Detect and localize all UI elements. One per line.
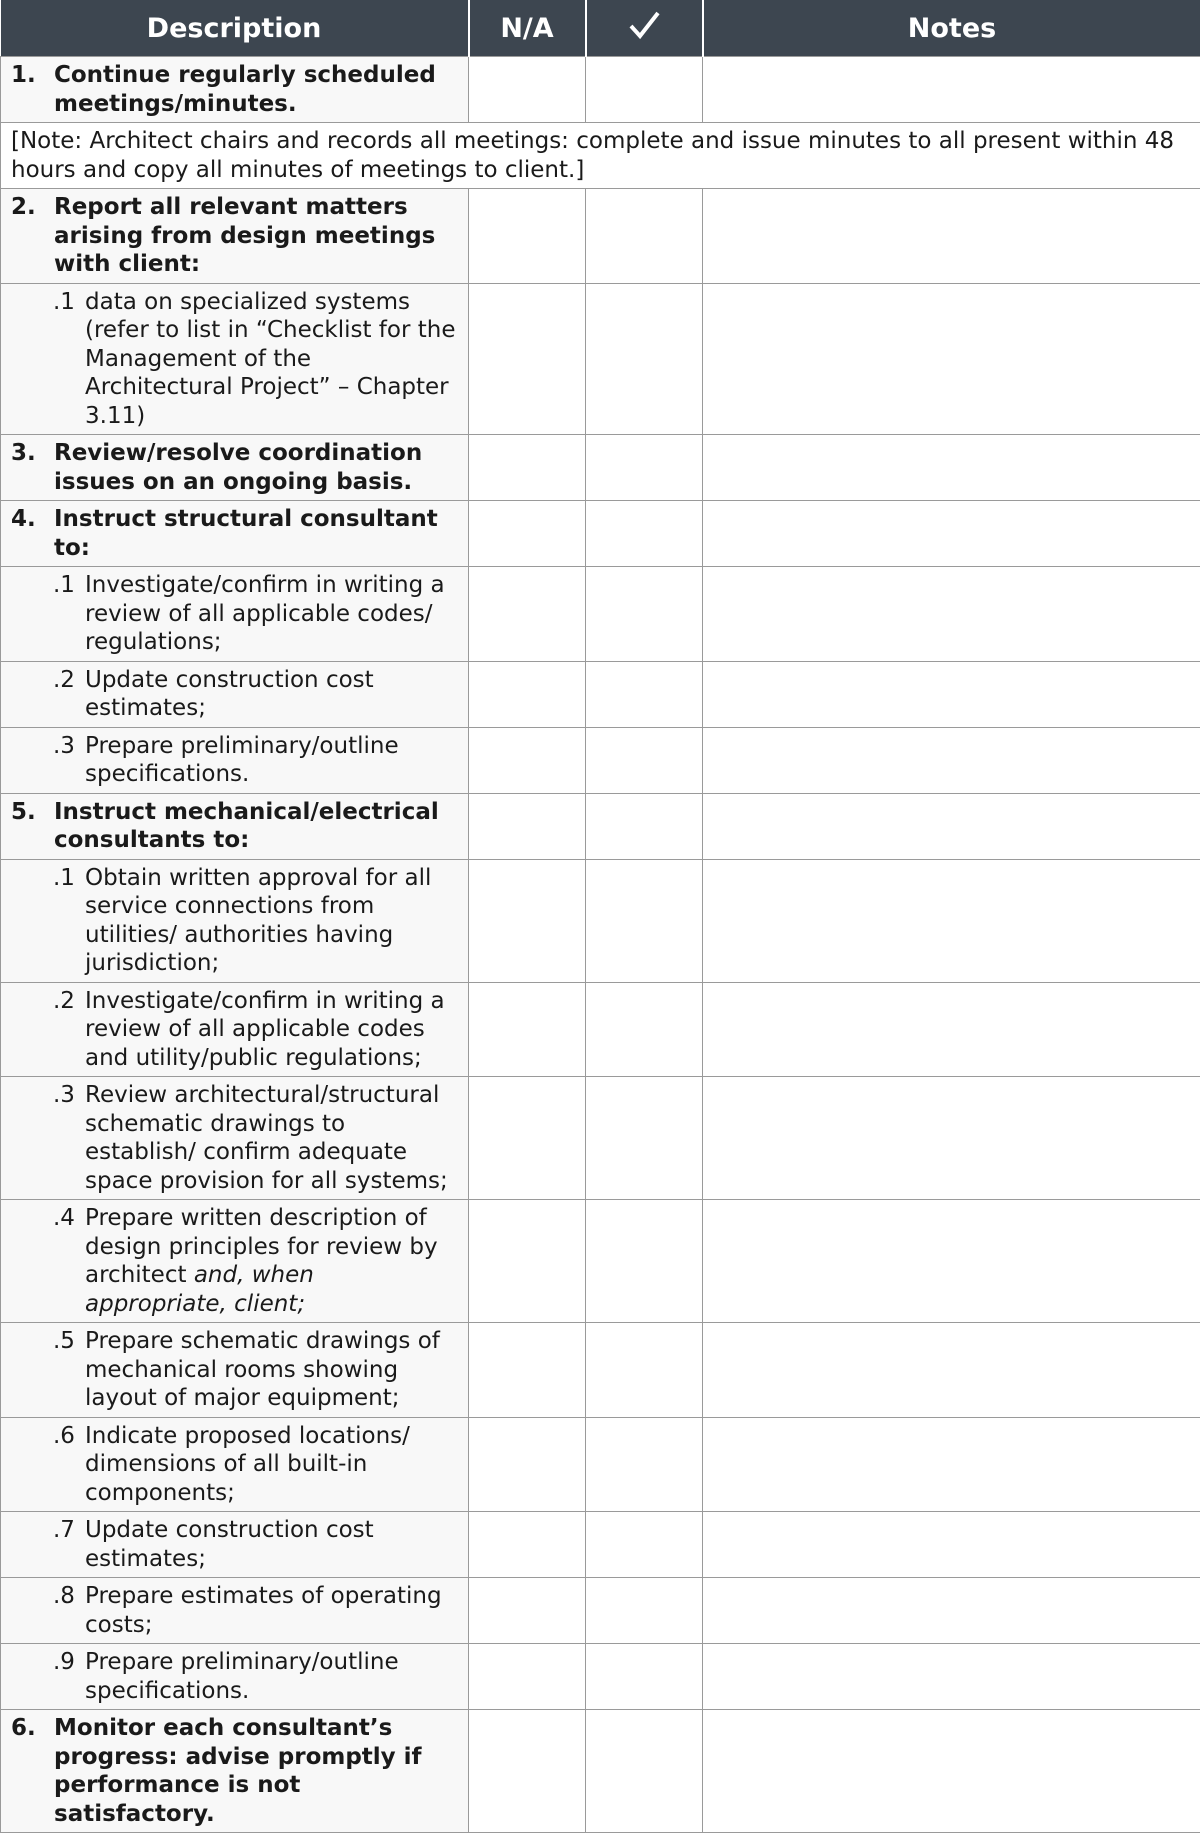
item-text-italic: and, when appropriate, client;: [85, 1262, 314, 1317]
checkmark-icon: [627, 9, 661, 48]
notes-cell[interactable]: [703, 1512, 1200, 1578]
checklist-row: [1, 567, 1200, 662]
description-cell: [1, 1578, 469, 1644]
item-number: 3.: [11, 439, 54, 496]
description-cell: [1, 859, 469, 982]
sub-item: [11, 1422, 462, 1508]
item-text-main: data on specialized systems (refer to list in “Checklist for the Management of the Architectural Project” – Chapter 3.11): [85, 289, 455, 429]
item-text: [85, 1516, 462, 1573]
item-text-main: Indicate proposed locations/ dimensions of all built-in components;: [85, 1423, 410, 1506]
na-checkbox-cell[interactable]: [469, 567, 586, 662]
notes-cell[interactable]: [703, 57, 1200, 123]
sub-item: [11, 1327, 462, 1413]
description-cell: [1, 1512, 469, 1578]
item-text: [85, 732, 462, 789]
description-cell: [1, 1710, 469, 1833]
checklist-row: [1, 661, 1200, 727]
header-check: [586, 0, 703, 57]
notes-cell[interactable]: [703, 1200, 1200, 1323]
item-number: 2.: [11, 193, 54, 279]
notes-cell[interactable]: [703, 793, 1200, 859]
description-cell: [1, 661, 469, 727]
done-checkbox-cell[interactable]: [586, 793, 703, 859]
checklist-row: [1, 189, 1200, 284]
item-text: [85, 1204, 462, 1318]
done-checkbox-cell[interactable]: [586, 189, 703, 284]
item-number: 6.: [11, 1714, 54, 1828]
item-text-main: Investigate/confirm in writing a review of all applicable codes/ regulations;: [85, 572, 445, 655]
checklist-row: [1, 501, 1200, 567]
notes-cell[interactable]: [703, 1417, 1200, 1512]
header-row: [1, 0, 1200, 57]
done-checkbox-cell[interactable]: [586, 1710, 703, 1833]
done-checkbox-cell[interactable]: [586, 727, 703, 793]
na-checkbox-cell[interactable]: [469, 1512, 586, 1578]
sub-item: [11, 1204, 462, 1318]
sub-item: [11, 288, 462, 431]
item-number: 4.: [11, 505, 54, 562]
item-number: .1: [53, 864, 85, 978]
item-text-main: Instruct mechanical/electrical consultants to:: [54, 799, 439, 854]
description-cell: [1, 189, 469, 284]
checklist-row: [1, 982, 1200, 1077]
item-text: [85, 288, 462, 431]
main-item: [11, 505, 462, 562]
sub-item: [11, 571, 462, 657]
done-checkbox-cell[interactable]: [586, 283, 703, 435]
item-number: .1: [53, 571, 85, 657]
item-number: .2: [53, 666, 85, 723]
checklist-row: [1, 859, 1200, 982]
item-text-main: Obtain written approval for all service connections from utilities/ authorities having jurisdiction;: [85, 865, 431, 977]
item-number: .3: [53, 1081, 85, 1195]
item-text-main: Prepare schematic drawings of mechanical rooms showing layout of major equipment;: [85, 1328, 440, 1411]
description-cell: [1, 1077, 469, 1200]
notes-cell[interactable]: [703, 189, 1200, 284]
item-text: [54, 798, 462, 855]
na-checkbox-cell[interactable]: [469, 859, 586, 982]
na-checkbox-cell[interactable]: [469, 1417, 586, 1512]
na-checkbox-cell[interactable]: [469, 793, 586, 859]
item-text: [54, 61, 462, 118]
na-checkbox-cell[interactable]: [469, 189, 586, 284]
notes-cell[interactable]: [703, 859, 1200, 982]
na-checkbox-cell[interactable]: [469, 57, 586, 123]
note-text: [Note: Architect chairs and records all meetings: complete and issue minutes to all present within 48 hours and copy all minutes of meetings to client.]: [1, 123, 1200, 189]
notes-cell[interactable]: [703, 1710, 1200, 1833]
done-checkbox-cell[interactable]: [586, 501, 703, 567]
done-checkbox-cell[interactable]: [586, 435, 703, 501]
item-text: [85, 1081, 462, 1195]
description-cell: [1, 727, 469, 793]
checklist-row: [1, 1417, 1200, 1512]
item-number: 1.: [11, 61, 54, 118]
item-text-main: Continue regularly scheduled meetings/minutes.: [54, 62, 436, 117]
description-cell: [1, 57, 469, 123]
done-checkbox-cell[interactable]: [586, 567, 703, 662]
description-cell: [1, 283, 469, 435]
item-number: .4: [53, 1204, 85, 1318]
item-text-main: Prepare preliminary/outline specifications.: [85, 733, 399, 788]
checklist-row: [1, 1578, 1200, 1644]
header-notes: Notes: [703, 0, 1200, 57]
done-checkbox-cell[interactable]: [586, 982, 703, 1077]
sub-item: [11, 1582, 462, 1639]
description-cell: [1, 567, 469, 662]
done-checkbox-cell[interactable]: [586, 859, 703, 982]
main-item: [11, 439, 462, 496]
done-checkbox-cell[interactable]: [586, 1578, 703, 1644]
item-number: 5.: [11, 798, 54, 855]
item-text: [85, 1422, 462, 1508]
description-cell: [1, 793, 469, 859]
na-checkbox-cell[interactable]: [469, 1578, 586, 1644]
item-text-main: Update construction cost estimates;: [85, 1517, 374, 1572]
item-text-main: Prepare preliminary/outline specifications.: [85, 1649, 399, 1704]
checklist-row: [1, 1323, 1200, 1418]
item-text-main: Instruct structural consultant to:: [54, 506, 438, 561]
main-item: [11, 61, 462, 118]
description-cell: [1, 1417, 469, 1512]
checklist-row: [1, 57, 1200, 123]
done-checkbox-cell[interactable]: [586, 1200, 703, 1323]
checklist-row: [1, 1710, 1200, 1833]
notes-cell[interactable]: [703, 1323, 1200, 1418]
item-number: .9: [53, 1648, 85, 1705]
description-cell: [1, 1323, 469, 1418]
description-cell: [1, 435, 469, 501]
item-text: [85, 1582, 462, 1639]
main-item: [11, 193, 462, 279]
item-text: [54, 505, 462, 562]
notes-cell[interactable]: [703, 501, 1200, 567]
checklist-row: [1, 1077, 1200, 1200]
description-cell: [1, 982, 469, 1077]
checklist-row: [1, 1200, 1200, 1323]
na-checkbox-cell[interactable]: [469, 283, 586, 435]
header-na: N/A: [469, 0, 586, 57]
notes-cell[interactable]: [703, 982, 1200, 1077]
na-checkbox-cell[interactable]: [469, 661, 586, 727]
na-checkbox-cell[interactable]: [469, 501, 586, 567]
checklist-row: [1, 1512, 1200, 1578]
notes-cell[interactable]: [703, 1578, 1200, 1644]
notes-cell[interactable]: [703, 283, 1200, 435]
item-text: [85, 1327, 462, 1413]
done-checkbox-cell[interactable]: [586, 1512, 703, 1578]
sub-item: [11, 732, 462, 789]
item-text-main: Review architectural/structural schematic drawings to establish/ confirm adequate space provision for all systems;: [85, 1082, 448, 1194]
na-checkbox-cell[interactable]: [469, 1710, 586, 1833]
sub-item: [11, 1081, 462, 1195]
notes-cell[interactable]: [703, 567, 1200, 662]
item-text-main: Report all relevant matters arising from design meetings with client:: [54, 194, 435, 277]
item-text: [85, 864, 462, 978]
item-text-main: Review/resolve coordination issues on an ongoing basis.: [54, 440, 422, 495]
na-checkbox-cell[interactable]: [469, 1200, 586, 1323]
item-text: [54, 439, 462, 496]
sub-item: [11, 666, 462, 723]
item-text-main: Prepare estimates of operating costs;: [85, 1583, 442, 1638]
item-text: [85, 987, 462, 1073]
notes-cell[interactable]: [703, 1077, 1200, 1200]
item-number: .6: [53, 1422, 85, 1508]
checklist-row: [1, 435, 1200, 501]
note-row: [1, 123, 1200, 189]
item-text-main: Update construction cost estimates;: [85, 667, 374, 722]
na-checkbox-cell[interactable]: [469, 982, 586, 1077]
done-checkbox-cell[interactable]: [586, 661, 703, 727]
main-item: [11, 1714, 462, 1828]
item-text-main: Prepare written description of design principles for review by architect: [85, 1205, 438, 1288]
item-text: [54, 1714, 462, 1828]
na-checkbox-cell[interactable]: [469, 435, 586, 501]
description-cell: [1, 501, 469, 567]
notes-cell[interactable]: [703, 727, 1200, 793]
done-checkbox-cell[interactable]: [586, 1417, 703, 1512]
item-number: .8: [53, 1582, 85, 1639]
sub-item: [11, 1516, 462, 1573]
checklist-row: [1, 283, 1200, 435]
item-number: .5: [53, 1327, 85, 1413]
item-number: .1: [53, 288, 85, 431]
item-text: [85, 666, 462, 723]
sub-item: [11, 987, 462, 1073]
na-checkbox-cell[interactable]: [469, 1077, 586, 1200]
notes-cell[interactable]: [703, 435, 1200, 501]
na-checkbox-cell[interactable]: [469, 1323, 586, 1418]
item-number: .2: [53, 987, 85, 1073]
item-number: .3: [53, 732, 85, 789]
checklist-row: [1, 727, 1200, 793]
item-text-main: Monitor each consultant’s progress: advise promptly if performance is not satisfactory.: [54, 1715, 422, 1827]
item-text: [54, 193, 462, 279]
item-text: [85, 571, 462, 657]
item-text-main: Investigate/confirm in writing a review of all applicable codes and utility/public regulations;: [85, 988, 445, 1071]
item-number: .7: [53, 1516, 85, 1573]
done-checkbox-cell[interactable]: [586, 57, 703, 123]
main-item: [11, 798, 462, 855]
notes-cell[interactable]: [703, 661, 1200, 727]
sub-item: [11, 864, 462, 978]
description-cell: [1, 1200, 469, 1323]
checklist-row: [1, 793, 1200, 859]
done-checkbox-cell[interactable]: [586, 1077, 703, 1200]
header-description: Description: [1, 0, 469, 57]
na-checkbox-cell[interactable]: [469, 727, 586, 793]
done-checkbox-cell[interactable]: [586, 1323, 703, 1418]
